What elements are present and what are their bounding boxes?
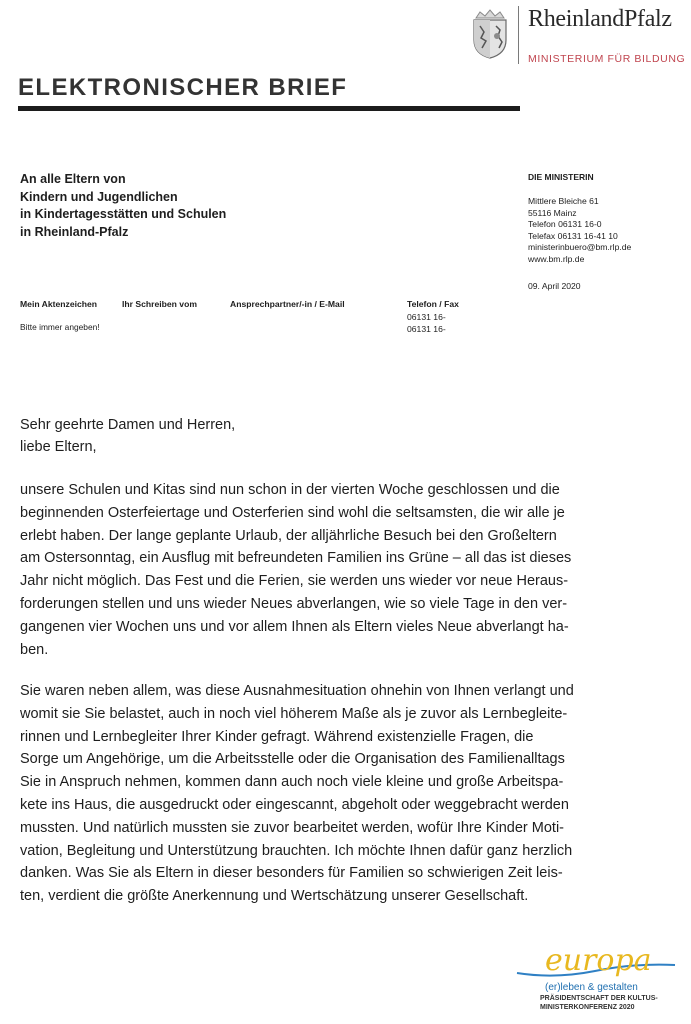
ref-ihr-schreiben: Ihr Schreiben vom — [122, 299, 197, 309]
presidency-line: MINISTERKONFERENZ 2020 — [540, 1003, 635, 1011]
salutation-line: liebe Eltern, — [20, 439, 97, 455]
kmk-presidency — [540, 995, 658, 1012]
title-rule — [18, 106, 520, 111]
recipient-address — [20, 171, 226, 241]
sender-line: Mittlere Bleiche 61 — [528, 196, 599, 206]
europa-wordmark: europa — [545, 943, 652, 978]
ministry-name: MINISTERIUM FÜR BILDUNG — [528, 53, 686, 65]
recipient-line: in Rheinland-Pfalz — [20, 224, 129, 239]
letter-date: 09. April 2020 — [528, 281, 581, 291]
sender-line: Telefon 06131 16-0 — [528, 219, 602, 230]
ref-ansprechpartner: Ansprechpartner/-in / E-Mail — [230, 299, 345, 309]
recipient-line: An alle Eltern von — [20, 172, 126, 186]
ref-aktenzeichen: Mein Aktenzeichen — [20, 299, 98, 309]
sender-address — [528, 196, 631, 266]
salutation — [20, 414, 235, 458]
coat-of-arms-icon — [470, 8, 510, 60]
ref-hint: Bitte immer angeben! — [20, 322, 100, 332]
recipient-line: Kindern und Jugendlichen — [20, 189, 178, 204]
ref-phone: 06131 16- — [407, 312, 446, 322]
brand-divider — [518, 6, 519, 64]
sender-line: Telefax 06131 16-41 10 — [528, 230, 618, 241]
sender-role: DIE MINISTERIN — [528, 172, 594, 182]
sender-website: www.bm.rlp.de — [528, 253, 585, 264]
recipient-line: in Kindertagesstätten und Schulen — [20, 207, 227, 221]
body-paragraph-2: Sie waren neben allem, was diese Ausnahmesituation ohnehin von Ihnen verlangt und womit sie Sie belastet, auch in noch viel höherem Maße als je zuvor als Lernbegleite- rinnen und Lernbegleiter Ihrer Kinder gefragt. Während existenzielle Fragen, die Sorge um Angehörige, um die Arbeitsstelle oder die Organisation des Familienalltags Sie in Anspruch nehmen, kommen dann auch noch viele kleine und große Arbeitspa- kete ins Haus, die ausgedruckt oder eingescannt, abgeholt oder weggebracht werden mussten. Und natürlich mussten sie zuvor bearbeitet werden, wofür Ihre Kinder Moti- vation, Begleitung und Unterstützung brauchten. Ich möchte Ihnen dafür ganz herzlich danken. Was Sie als Eltern in dieser besonders für Familien so schwierigen Zeit leis- ten, verdient die größte Anerkennung und Wertschätzung unserer Gesellschaft. — [20, 683, 574, 905]
body-paragraph-1: unsere Schulen und Kitas sind nun schon in der vierten Woche geschlossen und die beginnenden Osterfeiertage und Osterferien sind wohl die seltsamsten, die wir alle je erlebt haben. Der lange geplante Urlaub, der alljährliche Besuch bei den Großeltern am Ostersonntag, ein Ausflug mit befreundeten Familien ins Grüne – all das ist dieses Jahr nicht möglich. Das Fest und die Ferien, sie werden uns wieder vor neue Heraus- forderungen stellen und uns wieder Neues abverlangen, wie so viele Tage in den ver- gangenen vier Wochen uns und vor allem Ihnen als Eltern vieles Neue abverlangt ha- ben. — [20, 482, 572, 658]
document-title: ELEKTRONISCHER BRIEF — [18, 74, 348, 101]
sender-line: 55116 Mainz — [528, 207, 577, 218]
europa-tagline: (er)leben & gestalten — [545, 982, 638, 993]
sender-email: ministerinbuero@bm.rlp.de — [528, 242, 632, 253]
brand-wordmark: RheinlandPfalz — [528, 6, 672, 32]
ref-telefon-fax: Telefon / Fax — [407, 299, 459, 309]
ref-phone-numbers — [407, 312, 446, 335]
presidency-line: PRÄSIDENTSCHAFT DER KULTUS- — [540, 995, 658, 1002]
ref-fax: 06131 16- — [407, 323, 446, 334]
salutation-line: Sehr geehrte Damen und Herren, — [20, 417, 236, 433]
europa-logo — [515, 943, 680, 983]
